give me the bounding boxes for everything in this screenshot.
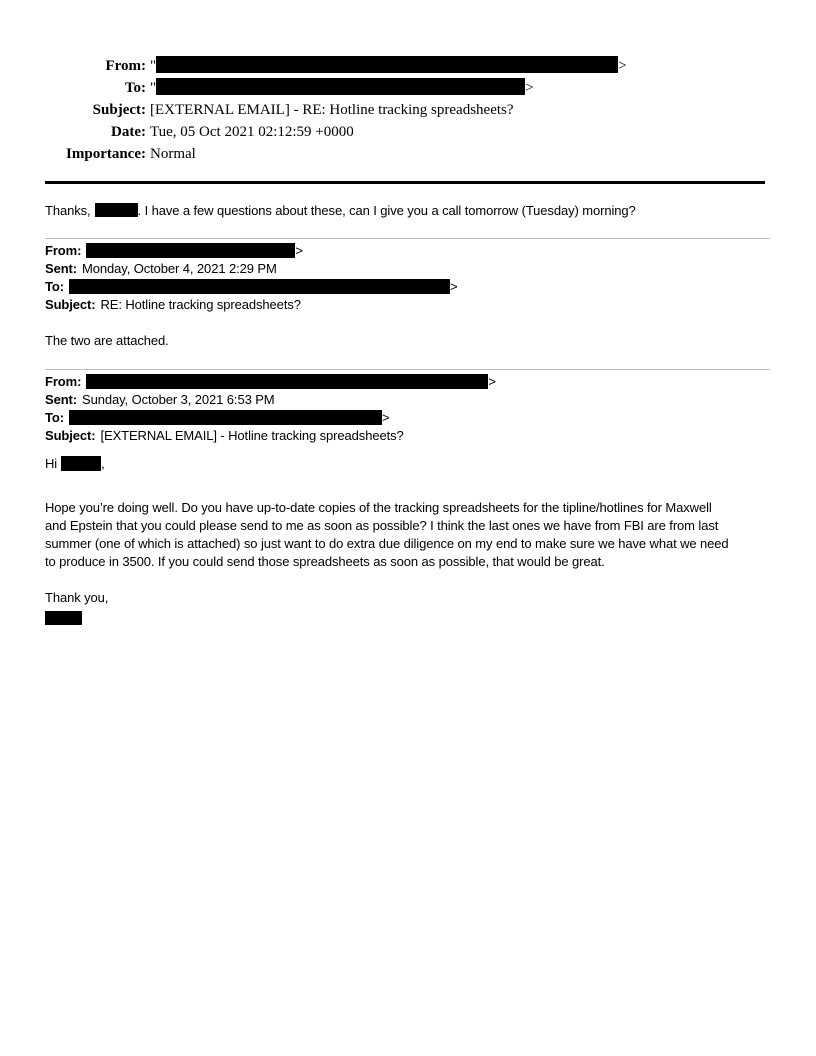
signature-redaction-bar [45, 611, 82, 625]
quoted-header-2 [45, 373, 770, 445]
from-label: From: [45, 243, 82, 258]
angle-bracket: > [295, 243, 303, 258]
from-value [146, 55, 627, 77]
header-row-date [45, 121, 770, 143]
importance-value: Normal [150, 146, 196, 162]
to-value [146, 77, 534, 99]
header-row-from [45, 242, 770, 260]
sent-value: Sunday, October 3, 2021 6:53 PM [82, 392, 275, 407]
subject-label: Subject: [45, 297, 96, 312]
message-text: Thanks, [45, 203, 91, 218]
redaction-bar [86, 243, 295, 258]
importance-label: Importance: [66, 146, 146, 162]
header-separator-rule [45, 181, 765, 184]
date-value: Tue, 05 Oct 2021 02:12:59 +0000 [150, 124, 354, 140]
header-row-subject [45, 296, 770, 314]
subject-value: [EXTERNAL EMAIL] - RE: Hotline tracking spreadsheets? [150, 102, 514, 118]
redaction-bar [69, 410, 382, 425]
from-label: From: [105, 58, 146, 74]
date-label: Date: [111, 124, 146, 140]
redaction-bar [69, 279, 450, 294]
angle-bracket: > [525, 80, 534, 96]
open-quote: " [150, 80, 157, 96]
quoted-message-separator [45, 369, 770, 370]
greeting-text: Hi [45, 456, 58, 471]
header-row-from [45, 55, 770, 77]
closing-line: Thank you, [45, 590, 109, 605]
message-top-body [45, 202, 770, 220]
redaction-bar [95, 203, 138, 217]
quoted-header-1 [45, 242, 770, 314]
redaction-bar [86, 374, 488, 389]
header-row-sent [45, 260, 770, 278]
message-3-body [45, 499, 770, 571]
redaction-bar [156, 56, 618, 73]
greeting-punctuation: , [101, 456, 105, 471]
subject-value: [EXTERNAL EMAIL] - Hotline tracking spreadsheets? [100, 428, 404, 443]
from-label: From: [45, 374, 82, 389]
sent-label: Sent: [45, 261, 78, 276]
header-row-subject [45, 99, 770, 121]
quoted-message-separator [45, 238, 770, 239]
sent-value: Monday, October 4, 2021 2:29 PM [82, 261, 277, 276]
header-row-to [45, 77, 770, 99]
redaction-bar [156, 78, 525, 95]
subject-value: RE: Hotline tracking spreadsheets? [100, 297, 301, 312]
body-line: and Epstein that you could please send to me as soon as possible? I think the last ones we have from FBI are from last [45, 518, 719, 533]
greeting-line [45, 455, 770, 473]
header-row-importance [45, 143, 770, 165]
angle-bracket: > [488, 374, 496, 389]
header-row-subject [45, 427, 770, 445]
open-quote: " [150, 58, 157, 74]
angle-bracket: > [449, 279, 458, 294]
email-header [45, 55, 770, 165]
body-line: to produce in 3500. If you could send those spreadsheets as soon as possible, that would be great. [45, 554, 605, 569]
message-text: . I have a few questions about these, can I give you a call tomorrow (Tuesday) morning? [137, 203, 636, 218]
header-row-sent [45, 391, 770, 409]
subject-label: Subject: [92, 102, 146, 118]
header-row-from [45, 373, 770, 391]
redaction-bar [61, 456, 101, 471]
sent-label: Sent: [45, 392, 78, 407]
to-label: To: [124, 80, 146, 96]
header-row-to [45, 409, 770, 427]
angle-bracket: > [381, 410, 390, 425]
message-2-body: The two are attached. [45, 333, 169, 348]
subject-label: Subject: [45, 428, 96, 443]
body-line: Hope you’re doing well. Do you have up-to-date copies of the tracking spreadsheets for the tipline/hotlines for Maxwell [45, 500, 712, 515]
to-label: To: [45, 279, 64, 294]
body-line: summer (one of which is attached) so just want to do extra due diligence on my end to make sure we have what we need [45, 536, 729, 551]
to-label: To: [45, 410, 64, 425]
angle-bracket: > [618, 58, 627, 74]
header-row-to [45, 278, 770, 296]
